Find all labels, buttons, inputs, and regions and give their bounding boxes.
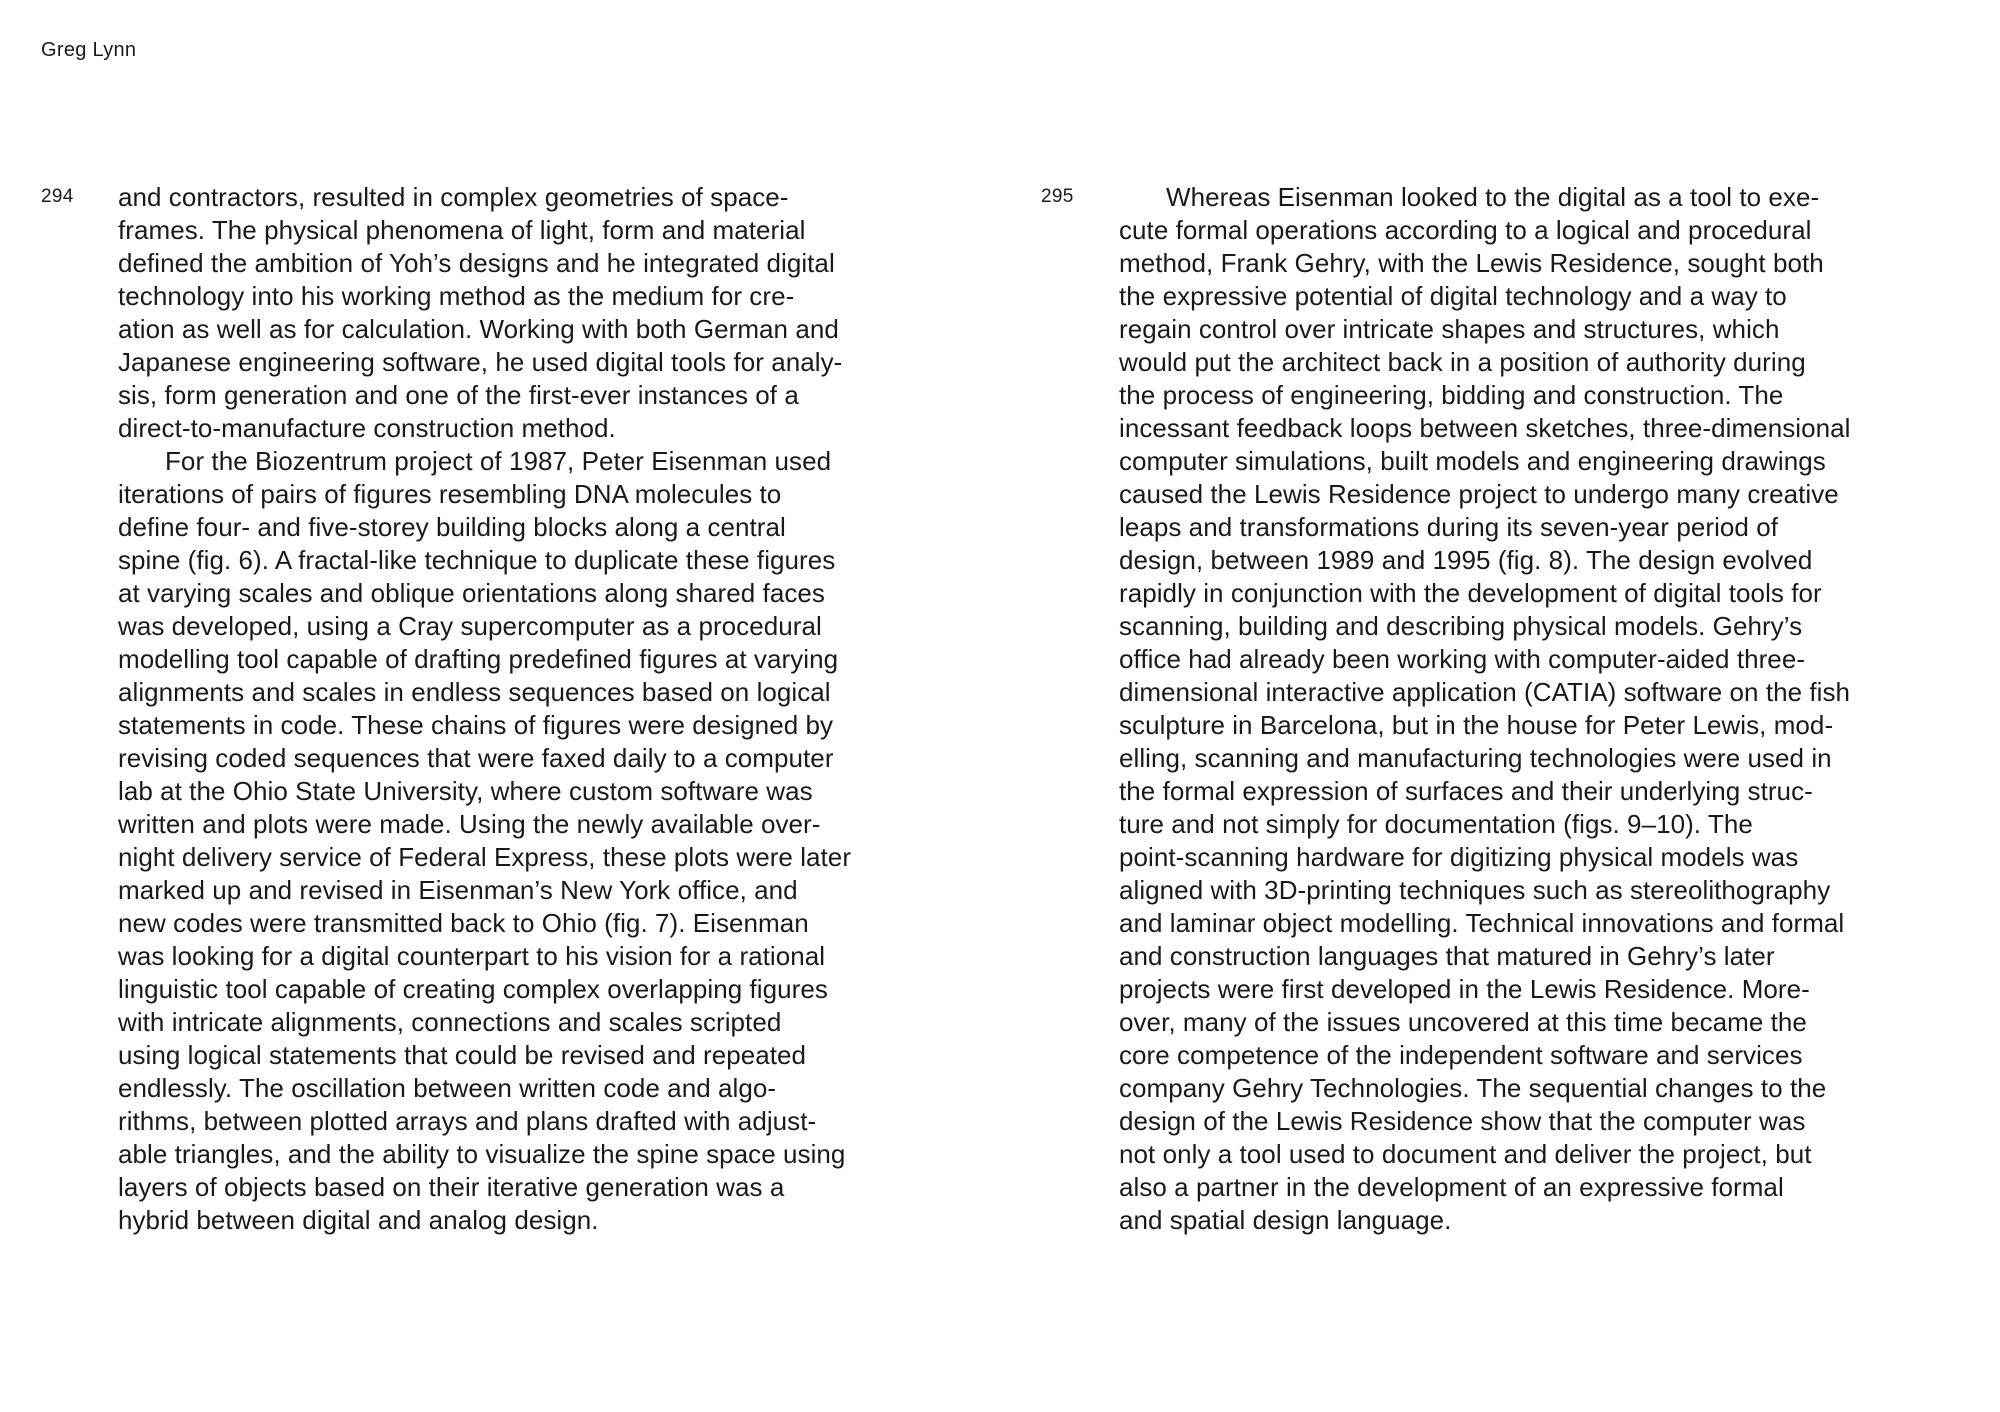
text-line: defined the ambition of Yoh’s designs and he integrated digital (118, 248, 835, 278)
text-line: computer simulations, built models and engineering drawings (1119, 446, 1826, 476)
text-line: design, between 1989 and 1995 (fig. 8). The design evolved (1119, 545, 1813, 575)
text-line: design of the Lewis Residence show that the computer was (1119, 1106, 1806, 1136)
body-text-right-page (1119, 181, 1919, 1237)
text-line: and laminar object modelling. Technical innovations and formal (1119, 908, 1845, 938)
text-line: Japanese engineering software, he used digital tools for analy- (118, 347, 843, 377)
text-line: regain control over intricate shapes and structures, which (1119, 314, 1780, 344)
text-line: leaps and transformations during its seven-year period of (1119, 512, 1778, 542)
text-line: revising coded sequences that were faxed daily to a computer (118, 743, 834, 773)
text-line: iterations of pairs of figures resembling DNA molecules to (118, 479, 782, 509)
text-line: night delivery service of Federal Express, these plots were later (118, 842, 852, 872)
text-line: ation as well as for calculation. Working with both German and (118, 314, 839, 344)
text-line: at varying scales and oblique orientations along shared faces (118, 578, 825, 608)
text-line: new codes were transmitted back to Ohio (fig. 7). Eisenman (118, 908, 809, 938)
paragraph-first-line: Whereas Eisenman looked to the digital as a tool to exe- (1166, 182, 1820, 212)
text-line: direct-to-manufacture construction method. (118, 413, 616, 443)
text-line: sis, form generation and one of the first-ever instances of a (118, 380, 799, 410)
text-line: statements in code. These chains of figures were designed by (118, 710, 834, 740)
text-line: company Gehry Technologies. The sequential changes to the (1119, 1073, 1827, 1103)
text-line: define four- and five-storey building blocks along a central (118, 512, 786, 542)
text-line: marked up and revised in Eisenman’s New York office, and (118, 875, 798, 905)
text-line: hybrid between digital and analog design. (118, 1205, 599, 1235)
text-line: with intricate alignments, connections and scales scripted (118, 1007, 782, 1037)
paragraph-first-line: For the Biozentrum project of 1987, Peter Eisenman used (165, 446, 832, 476)
text-line: sculpture in Barcelona, but in the house for Peter Lewis, mod- (1119, 710, 1834, 740)
text-line: the process of engineering, bidding and construction. The (1119, 380, 1784, 410)
text-line: and construction languages that matured in Gehry’s later (1119, 941, 1775, 971)
text-line: scanning, building and describing physical models. Gehry’s (1119, 611, 1803, 641)
text-line: spine (fig. 6). A fractal-like technique to duplicate these figures (118, 545, 836, 575)
text-line: technology into his working method as the medium for cre- (118, 281, 795, 311)
text-line: caused the Lewis Residence project to undergo many creative (1119, 479, 1839, 509)
text-line: alignments and scales in endless sequences based on logical (118, 677, 831, 707)
text-line: elling, scanning and manufacturing technologies were used in (1119, 743, 1832, 773)
text-line: dimensional interactive application (CATIA) software on the fish (1119, 677, 1851, 707)
text-line: was developed, using a Cray supercomputer as a procedural (118, 611, 822, 641)
text-line: frames. The physical phenomena of light, form and material (118, 215, 806, 245)
text-line: able triangles, and the ability to visualize the spine space using (118, 1139, 846, 1169)
text-line: modelling tool capable of drafting predefined figures at varying (118, 644, 839, 674)
text-line: projects were first developed in the Lewis Residence. More- (1119, 974, 1810, 1004)
text-line: incessant feedback loops between sketches, three-dimensional (1119, 413, 1851, 443)
text-line: written and plots were made. Using the newly available over- (118, 809, 821, 839)
text-line: rapidly in conjunction with the development of digital tools for (1119, 578, 1822, 608)
text-line: and spatial design language. (1119, 1205, 1452, 1235)
text-line: layers of objects based on their iterative generation was a (118, 1172, 785, 1202)
page-number-left: 294 (41, 186, 74, 207)
text-line: linguistic tool capable of creating complex overlapping figures (118, 974, 828, 1004)
text-line: endlessly. The oscillation between written code and algo- (118, 1073, 777, 1103)
text-line: aligned with 3D-printing techniques such as stereolithography (1119, 875, 1831, 905)
text-line: point-scanning hardware for digitizing physical models was (1119, 842, 1799, 872)
text-line: was looking for a digital counterpart to his vision for a rational (118, 941, 826, 971)
text-line: would put the architect back in a position of authority during (1119, 347, 1806, 377)
text-line: method, Frank Gehry, with the Lewis Residence, sought both (1119, 248, 1824, 278)
text-line: office had already been working with computer-aided three- (1119, 644, 1806, 674)
text-line: also a partner in the development of an expressive formal (1119, 1172, 1784, 1202)
text-line: not only a tool used to document and deliver the project, but (1119, 1139, 1812, 1169)
page-number-right: 295 (1041, 186, 1074, 207)
text-line: lab at the Ohio State University, where custom software was (118, 776, 813, 806)
text-line: ture and not simply for documentation (figs. 9–10). The (1119, 809, 1753, 839)
text-line: core competence of the independent software and services (1119, 1040, 1803, 1070)
text-line: the expressive potential of digital technology and a way to (1119, 281, 1787, 311)
text-line: using logical statements that could be revised and repeated (118, 1040, 807, 1070)
running-head-author: Greg Lynn (41, 39, 137, 61)
text-line: the formal expression of surfaces and their underlying struc- (1119, 776, 1813, 806)
text-line: and contractors, resulted in complex geometries of space- (118, 182, 789, 212)
text-line: over, many of the issues uncovered at this time became the (1119, 1007, 1807, 1037)
text-line: rithms, between plotted arrays and plans drafted with adjust- (118, 1106, 817, 1136)
body-text-left-page (118, 181, 918, 1237)
text-line: cute formal operations according to a logical and procedural (1119, 215, 1812, 245)
